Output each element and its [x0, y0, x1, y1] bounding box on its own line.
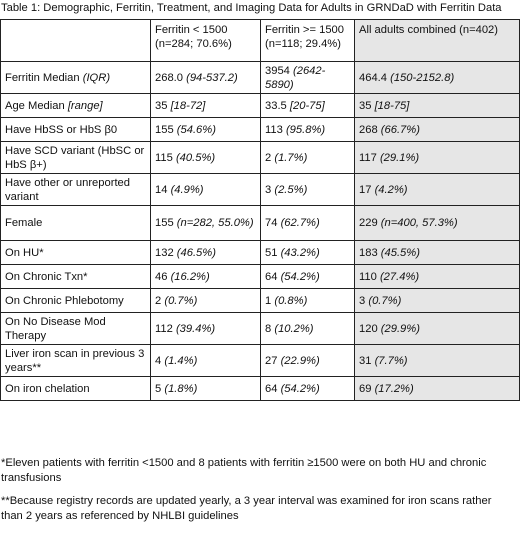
cell-text: 51 — [265, 246, 281, 259]
cell-italic-text: (39.4%) — [175, 322, 216, 335]
cell-text: 64 — [265, 270, 281, 283]
cell-text: Ferritin Median — [5, 71, 83, 84]
cell-text: 110 — [359, 270, 380, 283]
cell-text: 117 — [359, 151, 380, 164]
cell-italic-text: (150-2152.8) — [390, 71, 455, 84]
cell-italic-text: (16.2%) — [170, 270, 210, 283]
cell-text: 27 — [265, 354, 281, 367]
cell-text: On Chronic Phlebotomy — [5, 294, 124, 307]
row-label-cell — [1, 377, 151, 401]
cell-italic-text: (94-537.2) — [186, 71, 238, 84]
value-cell-combined — [355, 206, 520, 241]
value-cell-combined — [355, 345, 520, 377]
table-row — [1, 174, 520, 206]
cell-text: Have other or unreported variant — [5, 176, 131, 203]
value-cell-ferritin-low — [151, 94, 261, 118]
cell-italic-text: (4.2%) — [374, 183, 408, 196]
cell-italic-text: (1.8%) — [164, 382, 198, 395]
value-cell-ferritin-high — [261, 241, 355, 265]
value-cell-combined — [355, 94, 520, 118]
table-body — [1, 20, 520, 401]
header-cell-combined: All adults combined (n=402) — [355, 20, 520, 62]
cell-italic-text: (4.9%) — [170, 183, 204, 196]
row-label-cell — [1, 206, 151, 241]
footnote: *Eleven patients with ferritin <1500 and 8 patients with ferritin ≥1500 were on both HU and chronic transfusions — [1, 457, 487, 484]
cell-italic-text: (2.5%) — [274, 183, 308, 196]
row-label-cell — [1, 241, 151, 265]
value-cell-combined — [355, 62, 520, 94]
value-cell-ferritin-low — [151, 174, 261, 206]
table-row — [1, 142, 520, 174]
cell-text: 35 — [155, 99, 171, 112]
table-row — [1, 94, 520, 118]
cell-italic-text: (62.7%) — [280, 217, 320, 229]
cell-italic-text: (29.9%) — [380, 322, 420, 335]
value-cell-combined — [355, 142, 520, 174]
row-label-cell — [1, 94, 151, 118]
value-cell-ferritin-low — [151, 206, 261, 241]
cell-text: 113 — [265, 123, 286, 136]
value-cell-combined — [355, 377, 520, 401]
cell-text: On No Disease Mod Therapy — [5, 315, 106, 342]
cell-italic-text: (0.7%) — [164, 294, 198, 307]
value-cell-ferritin-high — [261, 62, 355, 94]
header-cell-ferritin-low: Ferritin < 1500 (n=284; 70.6%) — [151, 20, 261, 62]
cell-italic-text: (40.5%) — [175, 151, 216, 164]
row-label-cell — [1, 142, 151, 174]
value-cell-ferritin-high — [261, 94, 355, 118]
value-cell-combined — [355, 118, 520, 142]
cell-text: 3 — [359, 294, 369, 307]
cell-text: 2 — [265, 151, 275, 164]
row-label-cell — [1, 345, 151, 377]
cell-text: 229 — [359, 217, 381, 229]
cell-text: Liver iron scan in previous 3 years** — [5, 347, 145, 374]
cell-text: Age Median — [5, 99, 68, 112]
cell-italic-text: (54.2%) — [280, 270, 320, 283]
value-cell-combined — [355, 241, 520, 265]
value-cell-combined — [355, 313, 520, 345]
cell-text: 268.0 — [155, 71, 187, 84]
cell-text: 112 — [155, 322, 176, 335]
header-cell-blank — [1, 20, 151, 62]
value-cell-ferritin-high — [261, 377, 355, 401]
value-cell-ferritin-high — [261, 206, 355, 241]
value-cell-ferritin-low — [151, 241, 261, 265]
table-row — [1, 206, 520, 241]
table-row — [1, 62, 520, 94]
cell-text: 155 — [155, 217, 177, 229]
cell-italic-text: (0.8%) — [274, 294, 308, 307]
row-label-cell — [1, 313, 151, 345]
cell-italic-text: (17.2%) — [374, 382, 414, 395]
table-row — [1, 241, 520, 265]
value-cell-combined — [355, 289, 520, 313]
cell-text: 8 — [265, 322, 275, 335]
value-cell-ferritin-high — [261, 313, 355, 345]
cell-text: On HU* — [5, 246, 44, 259]
cell-text: 132 — [155, 246, 177, 259]
cell-italic-text: (46.5%) — [176, 246, 216, 259]
cell-text: 4 — [155, 354, 165, 367]
cell-text: Have SCD variant (HbSC or HbS β+) — [5, 144, 145, 171]
cell-italic-text: [20-75] — [289, 99, 325, 112]
cell-text: Female — [5, 217, 43, 229]
table-row — [1, 265, 520, 289]
header-row — [1, 20, 520, 62]
cell-italic-text: (27.4%) — [379, 270, 420, 283]
cell-italic-text: (1.7%) — [274, 151, 308, 164]
cell-italic-text: (54.6%) — [176, 123, 216, 136]
row-label-cell — [1, 118, 151, 142]
cell-italic-text: (95.8%) — [285, 123, 326, 136]
cell-italic-text: (n=400, 57.3%) — [380, 217, 458, 229]
cell-text: 2 — [155, 294, 165, 307]
cell-text: On iron chelation — [5, 382, 90, 395]
value-cell-ferritin-low — [151, 289, 261, 313]
table-row — [1, 118, 520, 142]
table-row — [1, 289, 520, 313]
cell-italic-text: (n=282, 55.0%) — [176, 217, 254, 229]
cell-italic-text: (7.7%) — [374, 354, 408, 367]
cell-italic-text: (IQR) — [82, 71, 111, 84]
row-label-cell — [1, 265, 151, 289]
cell-text: 155 — [155, 123, 177, 136]
cell-text: 183 — [359, 246, 381, 259]
cell-text: 17 — [359, 183, 375, 196]
cell-italic-text: (43.2%) — [280, 246, 320, 259]
cell-text: 14 — [155, 183, 171, 196]
value-cell-ferritin-high — [261, 142, 355, 174]
cell-italic-text: (10.2%) — [274, 322, 314, 335]
table-row — [1, 345, 520, 377]
table-row — [1, 377, 520, 401]
cell-italic-text: (2642-5890) — [265, 64, 326, 91]
cell-italic-text: (29.1%) — [379, 151, 420, 164]
cell-text: 3 — [265, 183, 275, 196]
value-cell-ferritin-low — [151, 345, 261, 377]
value-cell-ferritin-low — [151, 377, 261, 401]
cell-italic-text: [range] — [67, 99, 103, 112]
cell-italic-text: (1.4%) — [164, 354, 198, 367]
value-cell-ferritin-low — [151, 265, 261, 289]
cell-text: 3954 — [265, 64, 293, 77]
cell-text: 64 — [265, 382, 281, 395]
value-cell-ferritin-low — [151, 313, 261, 345]
cell-text: 74 — [265, 217, 281, 229]
table-row — [1, 313, 520, 345]
value-cell-ferritin-high — [261, 174, 355, 206]
cell-italic-text: (45.5%) — [380, 246, 420, 259]
cell-text: 115 — [155, 151, 176, 164]
table-caption: Table 1: Demographic, Ferritin, Treatment, and Imaging Data for Adults in GRNDaD with Ferritin Data — [1, 2, 502, 14]
value-cell-ferritin-high — [261, 118, 355, 142]
cell-italic-text: (54.2%) — [280, 382, 320, 395]
cell-text: 31 — [359, 354, 375, 367]
cell-text: 268 — [359, 123, 381, 136]
cell-italic-text: (66.7%) — [380, 123, 420, 136]
cell-text: On Chronic Txn* — [5, 270, 88, 283]
cell-text: 1 — [265, 294, 275, 307]
value-cell-ferritin-low — [151, 62, 261, 94]
cell-text: 464.4 — [359, 71, 391, 84]
cell-text: 5 — [155, 382, 165, 395]
cell-italic-text: (0.7%) — [368, 294, 402, 307]
cell-text: Have HbSS or HbS β0 — [5, 123, 118, 136]
value-cell-ferritin-high — [261, 289, 355, 313]
value-cell-combined — [355, 174, 520, 206]
footnote: **Because registry records are updated yearly, a 3 year interval was examined for iron scans rather than 2 years as referenced by NHLBI guidelines — [1, 495, 492, 522]
value-cell-ferritin-high — [261, 265, 355, 289]
header-cell-ferritin-high: Ferritin >= 1500 (n=118; 29.4%) — [261, 20, 355, 62]
cell-italic-text: [18-72] — [170, 99, 206, 112]
data-table — [0, 19, 520, 401]
row-label-cell — [1, 62, 151, 94]
cell-italic-text: (22.9%) — [280, 354, 320, 367]
footnotes — [0, 454, 519, 530]
cell-text: 33.5 — [265, 99, 290, 112]
cell-text: 69 — [359, 382, 375, 395]
cell-text: 46 — [155, 270, 171, 283]
cell-text: 120 — [359, 322, 381, 335]
cell-text: 35 — [359, 99, 375, 112]
value-cell-ferritin-high — [261, 345, 355, 377]
row-label-cell — [1, 289, 151, 313]
cell-italic-text: [18-75] — [374, 99, 410, 112]
value-cell-combined — [355, 265, 520, 289]
value-cell-ferritin-low — [151, 118, 261, 142]
value-cell-ferritin-low — [151, 142, 261, 174]
row-label-cell — [1, 174, 151, 206]
